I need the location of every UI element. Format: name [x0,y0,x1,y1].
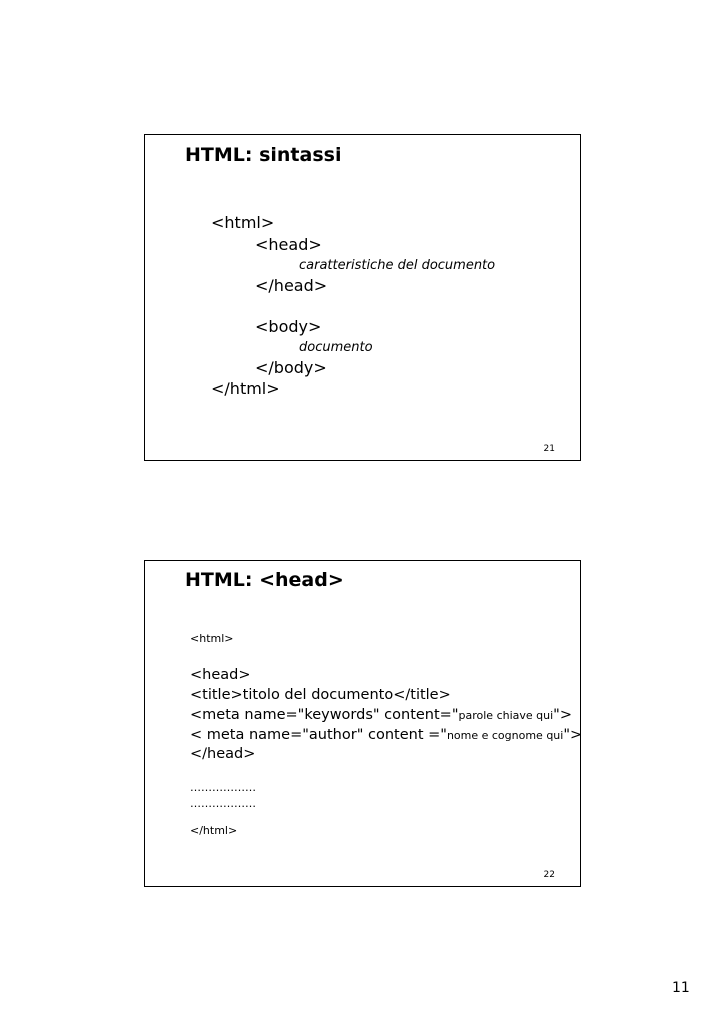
meta-keywords-prefix: <meta name="keywords" content=" [190,707,459,723]
code-line-title: <title>titolo del documento</title> [190,687,451,703]
slide-title: HTML: <head> [185,569,344,591]
code-line-head-content: caratteristiche del documento [299,258,496,273]
slide-21 [144,134,581,461]
code-line-html-open: <html> [190,632,234,645]
ellipsis-line: ……………… [190,797,256,810]
meta-keywords-suffix: "> [553,707,572,723]
meta-keywords-value: parole chiave qui [458,709,554,722]
slide-number: 22 [543,870,555,880]
page-number: 11 [672,980,690,996]
code-line-meta-author [190,727,582,743]
code-line-html-open: <html> [211,213,275,232]
meta-author-suffix: "> [563,727,583,743]
code-line-body-content: documento [299,340,373,355]
meta-author-prefix: < meta name="author" content =" [190,727,447,743]
code-line-html-close: </html> [190,824,238,837]
code-line-body-close: </body> [255,358,327,377]
slide-22 [144,560,581,887]
code-line-body-open: <body> [255,317,322,336]
slide-number: 21 [543,444,555,454]
code-line-head-close: </head> [255,276,328,295]
code-line-head-open: <head> [190,667,251,683]
ellipsis-line: ……………… [190,781,256,794]
slide-title: HTML: sintassi [185,144,342,166]
meta-author-value: nome e cognome qui [446,729,564,742]
code-line-head-open: <head> [255,235,322,254]
code-line-head-close: </head> [190,746,256,762]
code-line-html-close: </html> [211,379,280,398]
code-line-meta-keywords [190,707,572,723]
